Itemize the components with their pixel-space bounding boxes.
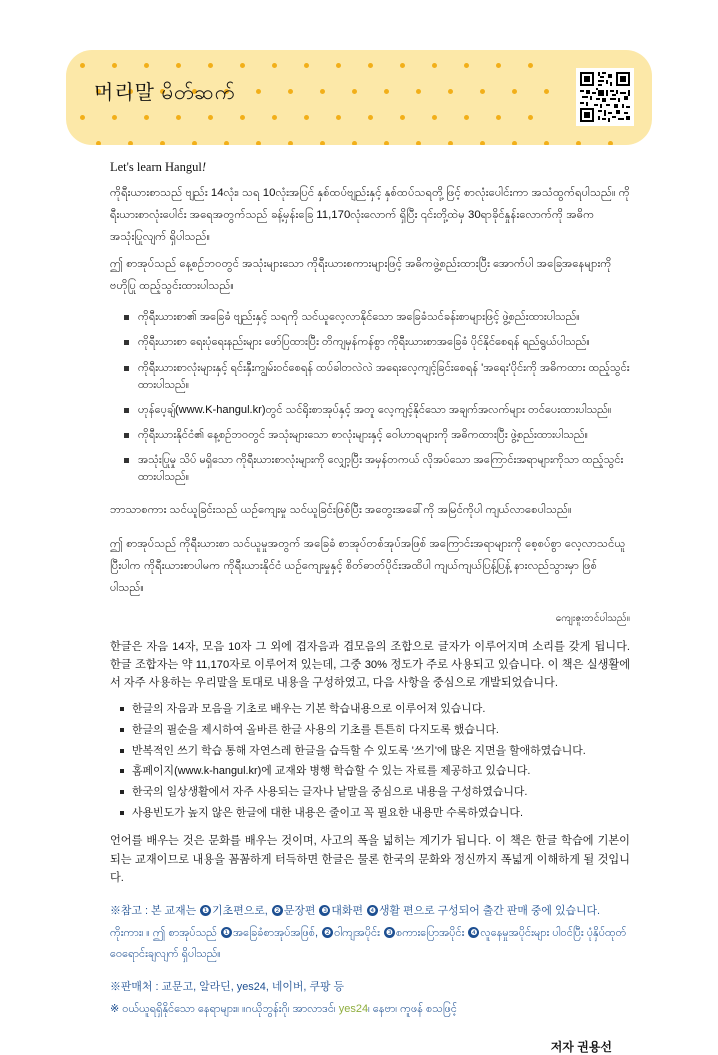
- intro-paragraph-ko: 한글은 자음 14자, 모음 10자 그 외에 겹자음과 겹모음의 조합으로 글자가 이루어지며 소리를 갖게 됩니다. 한글 조합자는 약 11,170자로 이루어져 있는데, 그중 30% 정도가 주로 사용되고 있습니다. 이 책은 실생활에서 자주 사용하는 우리말을 토대로 내용을 구성하였고, 다음 사항을 중심으로 개발되었습니다.: [110, 641, 630, 690]
- feature-list-ko: [110, 701, 630, 822]
- num-badge-my-1: ❶: [222, 927, 231, 937]
- lets-learn-exclaim: !: [201, 160, 206, 174]
- list-item: 반복적인 쓰기 학습 통해 자연스레 한글을 습득할 수 있도록 '쓰기'에 많은 지면을 할애하였습니다.: [120, 743, 630, 761]
- page-title: 머리말 မိတ်ဆက်: [94, 82, 236, 104]
- document-body: [110, 160, 630, 1055]
- note-sales-ko: ※판매처 : 교문고, 알라딘, yes24, 네이버, 쿠팡 등: [110, 980, 345, 993]
- list-item: ကိုရီးယားစာ ရေးပုံရေးနည်းများ ဖော်ပြထားပြီး တိကျမှန်ကန်စွာ ကိုရီးယားစာအခြေခံ ပိုင်နိုင်စေရန် ရည်ရွယ်ပါသည်။: [124, 334, 630, 351]
- intro-paragraph-my-2: ဤ စာအုပ်သည် နေ့စဉ်ဘဝတွင် အသုံးများသော ကိုရီးယားစကားများဖြင့် အဓိကဖွဲ့စည်းထားပြီး အောက်ပါ အခြေအနေများကို ဗဟိုပြု ထည့်သွင်းထားပါသည်။: [110, 257, 612, 292]
- list-item: ကိုရီးယားစာ၏ အခြေခံ ဗျည်းနှင့် သရကို သင်ယူလေ့လာနိုင်သော အခြေခံသင်ခန်းစာများဖြင့် ဖွဲ့စည်းထားပါသည်။: [124, 309, 630, 326]
- note-ref-item-2: 문장편: [283, 904, 319, 917]
- note-sales-my-highlight: yes24: [338, 1002, 369, 1015]
- list-item: အသုံးပြုမှု သိပ် မရှိသော ကိုရီးယားစာလုံးများကို လျှော့ပြီး အမှန်တကယ် လိုအပ်သော အကြောင်းအရာများကိုသာ ထည့်သွင်းထားပါသည်။: [124, 452, 630, 486]
- num-badge-4: ❹: [368, 905, 377, 915]
- note-ref-item-1: 기초편으로,: [212, 904, 271, 917]
- note-sales-my-part1: ※ ဝယ်ယူရရှိနိုင်သော နေရာများ။ ။ဂယိုဘွန်းဂို၊ အာလာဒင်၊: [110, 1002, 339, 1015]
- author-credit: 저자 권용선: [550, 1040, 612, 1055]
- num-badge-3: ❸: [321, 905, 329, 915]
- note-ref-prefix: ※참고 : 본 교재는: [110, 904, 200, 917]
- lets-learn-text: Let's learn Hangul: [110, 160, 202, 174]
- num-badge-2: ❷: [273, 905, 281, 915]
- num-badge-1: ❶: [202, 905, 210, 915]
- note-ref-item-4: 생활 편으로 구성되어 출간 판매 중에 있습니다.: [379, 904, 601, 917]
- note-sales-my: [110, 999, 630, 1020]
- note-sales-my-part2: ၊ နေဗာ၊ ကူဖန် စသဖြင့်: [368, 1002, 458, 1015]
- note-my-item-4: လူနေမှုအပိုင်းများ: [480, 926, 550, 939]
- note-my-item-1: အခြေခံစာအုပ်အဖြစ်,: [232, 926, 322, 939]
- note-my-tail: ပါဝင်ပြီး ပုံနှိပ်ထုတ်ဝေရောင်းချလျက် ရှိပါသည်။: [110, 926, 627, 961]
- list-item: 홈페이지(www.k-hangul.kr)에 교재와 병행 학습할 수 있는 자료를 제공하고 있습니다.: [120, 763, 630, 781]
- closing-paragraph-ko: 언어를 배우는 것은 문화를 배우는 것이며, 사고의 폭을 넓히는 계기가 됩니다. 이 책은 한글 학습에 기본이 되는 교재이므로 내용을 꼼꼼하게 터득하면 한글은 물론 한국의 문화와 정신까지 폭넓게 이해하게 될 것입니다.: [110, 835, 630, 884]
- qr-code-icon[interactable]: [576, 68, 634, 126]
- num-badge-my-2: ❷: [324, 927, 332, 937]
- note-reference-my: [110, 923, 630, 966]
- closing-paragraph-my-2: ဤ စာအုပ်သည် ကိုရီးယားစာ သင်ယူမှုအတွက် အခြေခံ စာအုပ်တစ်အုပ်အဖြစ် အကြောင်းအရာများကို စေ့စပ်စွာ လေ့လာသင်ယူပြီးပါက ကိုရီးယားစာပါမက ကိုရီးယားနိုင်ငံ ယဉ်ကျေးမှုနှင့် စိတ်ဓာတ်ပိုင်းအထိပါ ကျယ်ကျယ်ပြန့်ပြန့် နားလည်သွားမှာ ဖြစ်ပါသည်။: [110, 537, 626, 595]
- num-badge-my-3: ❸: [385, 927, 394, 937]
- header-banner: [66, 50, 652, 145]
- list-item: ကိုရီးယားနိုင်ငံ၏ နေ့စဉ်ဘဝတွင် အသုံးများသော စာလုံးများနှင့် ဝေါဟာရများကို အဓိကထားပြီး ဖွဲ့စည်းထားပါသည်။: [124, 427, 630, 444]
- closing-paragraph-my-1: ဘာသာစကား သင်ယူခြင်းသည် ယဉ်ကျေးမှု သင်ယူခြင်းဖြစ်ပြီး အတွေးအခေါ်ကို အမြင်ကိုပါ ကျယ်လာစေပါသည်။: [110, 503, 572, 516]
- note-ref-item-3: 대화편: [331, 904, 366, 917]
- note-reference-ko: [110, 902, 630, 921]
- list-item: ကိုရီးယားစာလုံးများနှင့် ရင်းနှီးကျွမ်းဝင်စေရန် ထပ်ခါတလဲလဲ အရေးလေ့ကျင့်ခြင်းစေရန် 'အရေး'ပိုင်းကို အဓိကထား ထည့်သွင်းထားပါသည်။: [124, 360, 630, 394]
- list-item: 한글의 필순을 제시하여 올바른 한글 사용의 기초를 튼튼히 다지도록 했습니다.: [120, 722, 630, 740]
- list-item: ဟုန်ပေ့ချ်(www.K-hangul.kr)တွင် သင်ရိုးစာအုပ်နှင့် အတူ လေ့ကျင့်နိုင်သော အချက်အလက်များ တင်ပေးထားပါသည်။: [124, 402, 630, 419]
- list-item: 사용빈도가 높지 않은 한글에 대한 내용은 줄이고 꼭 필요한 내용만 수록하였습니다.: [120, 805, 630, 823]
- note-my-prefix: ကိုးကား၊ ။ ဤ စာအုပ်သည်: [110, 926, 220, 939]
- intro-paragraph-my-1: ကိုရီးယားစာသည် ဗျည်း 14လုံး၊ သရ 10လုံးအပြင် နှစ်ထပ်ဗျည်းနှင့် နှစ်ထပ်သရတို့ဖြင့် စာလုံးပေါင်းကာ အသံထွက်ရပါသည်။ ကိုရီးယားစာလုံးပေါင်း အရေအတွက်သည် ခန့်မှန်းခြေ 11,170လုံးလောက် ရှိပြီး ၎င်းတို့ထဲမှ 30ရာခိုင်နှုန်းလောက်ကို အဓိက အသုံးပြုလျက် ရှိပါသည်။: [110, 187, 630, 244]
- feature-list-my: [110, 309, 630, 487]
- lets-learn-heading: [110, 160, 630, 175]
- num-badge-my-4: ❹: [470, 927, 478, 937]
- note-my-item-3: စကားပြောအပိုင်း: [396, 926, 468, 939]
- list-item: 한국의 일상생활에서 자주 사용되는 글자나 낱말을 중심으로 내용을 구성하였습니다.: [120, 784, 630, 802]
- signature-my: ကျေးဇူးတင်ပါသည်။: [555, 613, 630, 624]
- note-my-item-2: ဝါကျအပိုင်း: [334, 926, 383, 939]
- list-item: 한글의 자음과 모음을 기초로 배우는 기본 학습내용으로 이루어져 있습니다.: [120, 701, 630, 719]
